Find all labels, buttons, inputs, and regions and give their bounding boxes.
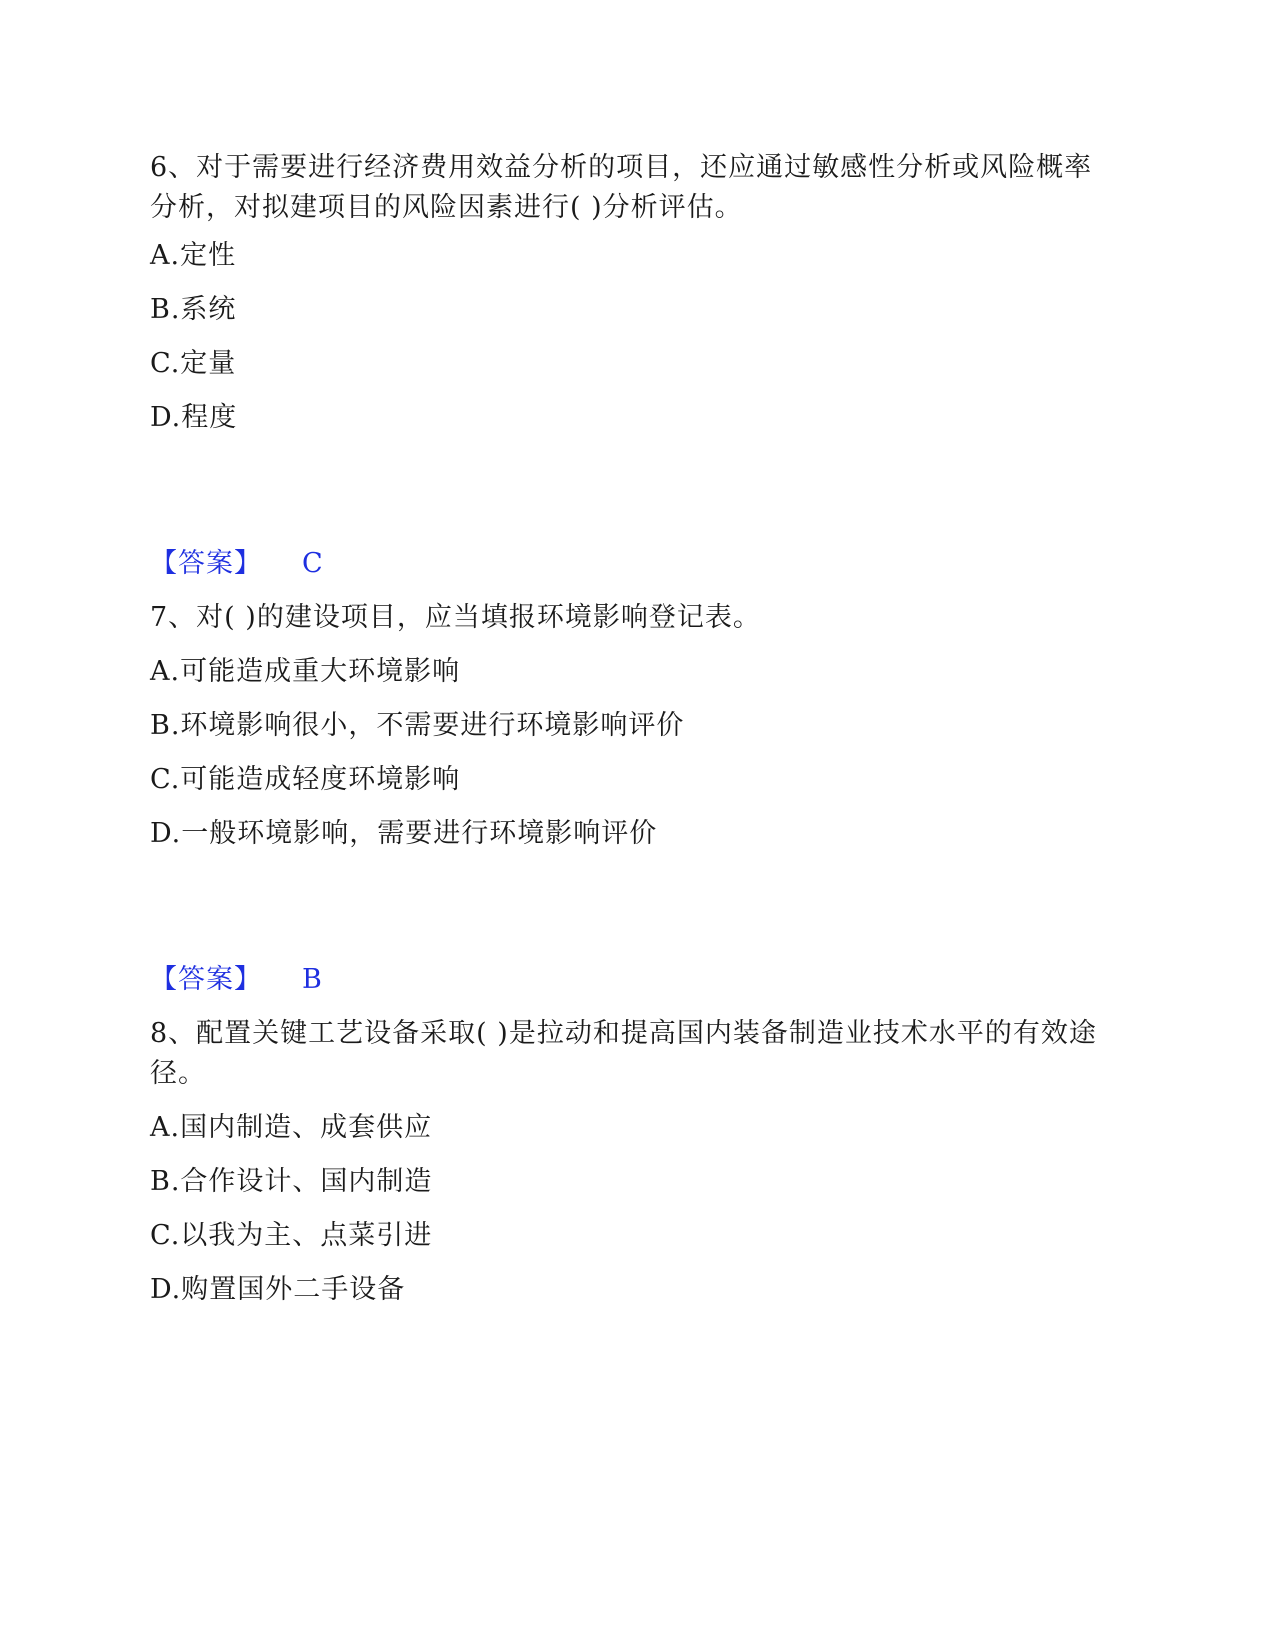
question-6-option-b: B.系统	[150, 294, 237, 325]
answer-key: B	[302, 964, 323, 995]
question-7-option-b: B.环境影响很小，不需要进行环境影响评价	[150, 710, 685, 741]
question-6-option-d: D.程度	[150, 402, 238, 433]
answer-key: C	[302, 548, 324, 579]
question-6-answer	[150, 544, 324, 584]
question-8-option-a: A.国内制造、成套供应	[150, 1112, 433, 1143]
answer-label: 【答案】	[150, 548, 262, 579]
question-6-option-c: C.定量	[150, 348, 237, 379]
question-6-option-a: A.定性	[150, 240, 237, 271]
question-7-option-a: A.可能造成重大环境影响	[150, 656, 461, 687]
question-7-option-c: C.可能造成轻度环境影响	[150, 764, 461, 795]
question-6-stem: 6、对于需要进行经济费用效益分析的项目，还应通过敏感性分析或风险概率分析，对拟建项目的风险因素进行( )分析评估。	[150, 152, 1093, 223]
question-8-option-b: B.合作设计、国内制造	[150, 1166, 433, 1197]
answer-label: 【答案】	[150, 964, 262, 995]
question-8-option-d: D.购置国外二手设备	[150, 1274, 406, 1305]
question-7-stem: 7、对( )的建设项目，应当填报环境影响登记表。	[150, 602, 761, 633]
question-8-stem: 8、配置关键工艺设备采取( )是拉动和提高国内装备制造业技术水平的有效途径。	[150, 1018, 1097, 1089]
question-7-option-d: D.一般环境影响，需要进行环境影响评价	[150, 818, 658, 849]
question-8-option-c: C.以我为主、点菜引进	[150, 1220, 433, 1251]
question-7-answer	[150, 960, 323, 1000]
